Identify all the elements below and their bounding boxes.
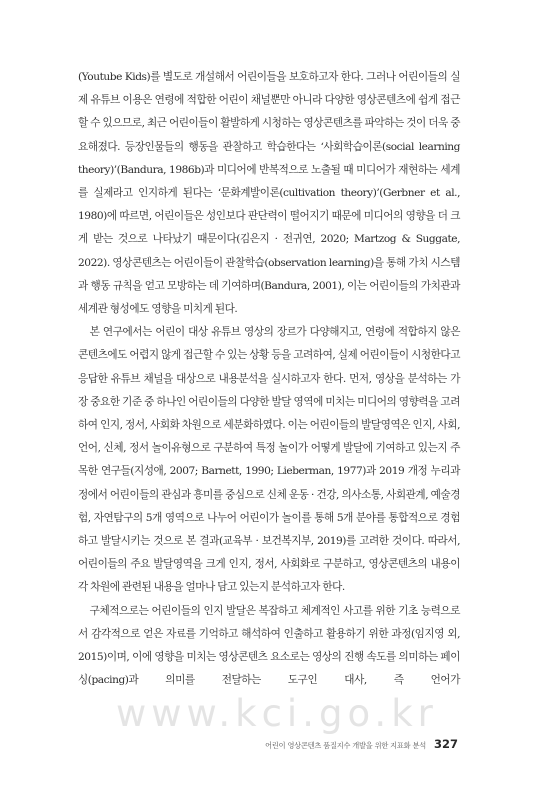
body-paragraph-3: 구체적으로는 어린이들의 인지 발달은 복잡하고 체계적인 사고를 위한 기초 능력으로서 감각적으로 얻은 자료를 기억하고 해석하여 인출하고 활용하기 위한 과정(임지영 외, 2015)이며, 이에 영향을 미치는 영상콘텐츠 요소로는 영상의 진행 속도를 의미하는 페이싱(pacing)과 의미를 전달하는 도구인 대사, 즉 언어가 [78,604,460,687]
body-paragraph-1: (Youtube Kids)를 별도로 개설해서 어린이들을 보호하고자 한다. 그러나 어린이들의 실제 유튜브 이용은 연령에 적합한 어린이 채널뿐만 아니라 다양한 영상콘텐츠에 쉽게 접근할 수 있으므로, 최근 어린이들이 활발하게 시청하는 영상콘텐츠를 파악하는 것이 더욱 중요해졌다. 등장인물들의 행동을 관찰하고 학습한다는 ‘사회학습이론(social learning theory)’(Bandura, 1986b)과 미디어에 반복적으로 노출될 때 미디어가 재현하는 세계를 실제라고 인지하게 된다는 ‘문화계발이론(cultivation theory)’(Gerbner et al., 1980)에 따르면, 어린이들은 성인보다 판단력이 떨어지기 때문에 미디어의 영향을 더 크게 받는 것으로 나타났기 때문이다(김은지 · 전귀연, 2020; Martzog & Suggate, 2022). 영상콘텐츠는 어린이들이 관찰학습(observation learning)을 통해 가치 시스템과 행동 규칙을 얻고 모방하는 데 기여하며(Bandura, 2001), 이는 어린이들의 가치관과 세계관 형성에도 영향을 미치게 된다. [78,71,460,316]
page-number: 327 [433,737,458,751]
page-footer [265,737,458,751]
kci-watermark: www.kci.go.kr [116,692,438,735]
article-body [78,66,460,692]
running-title: 어린이 영상콘텐츠 품질지수 개발을 위한 지표화 분석 [265,741,426,750]
body-paragraph-2: 본 연구에서는 어린이 대상 유튜브 영상의 장르가 다양해지고, 연령에 적합하지 않은 콘텐츠에도 어렵지 않게 접근할 수 있는 상황 등을 고려하여, 실제 어린이들이 시청한다고 응답한 유튜브 채널을 대상으로 내용분석을 실시하고자 한다. 먼저, 영상을 분석하는 가장 중요한 기준 중 하나인 어린이들의 다양한 발달 영역에 미치는 미디어의 영향력을 고려하여 인지, 정서, 사회화 차원으로 세분화하였다. 이는 어린이들의 발달영역은 인지, 사회, 언어, 신체, 정서 놀이유형으로 구분하여 특정 놀이가 어떻게 발달에 기여하고 있는지 주목한 연구들(지성애, 2007; Barnett, 1990; Lieberman, 1977)과 2019 개정 누리과정에서 어린이들의 관심과 흥미를 중심으로 신체 운동 · 건강, 의사소통, 사회관계, 예술경험, 자연탐구의 5개 영역으로 나누어 어린이가 놀이를 통해 5개 분야를 통합적으로 경험하고 발달시키는 것으로 본 결과(교육부 · 보건복지부, 2019)를 고려한 것이다. 따라서, 어린이들의 주요 발달영역을 크게 인지, 정서, 사회화로 구분하고, 영상콘텐츠의 내용이 각 차원에 관련된 내용을 얼마나 담고 있는지 분석하고자 한다. [78,326,460,594]
